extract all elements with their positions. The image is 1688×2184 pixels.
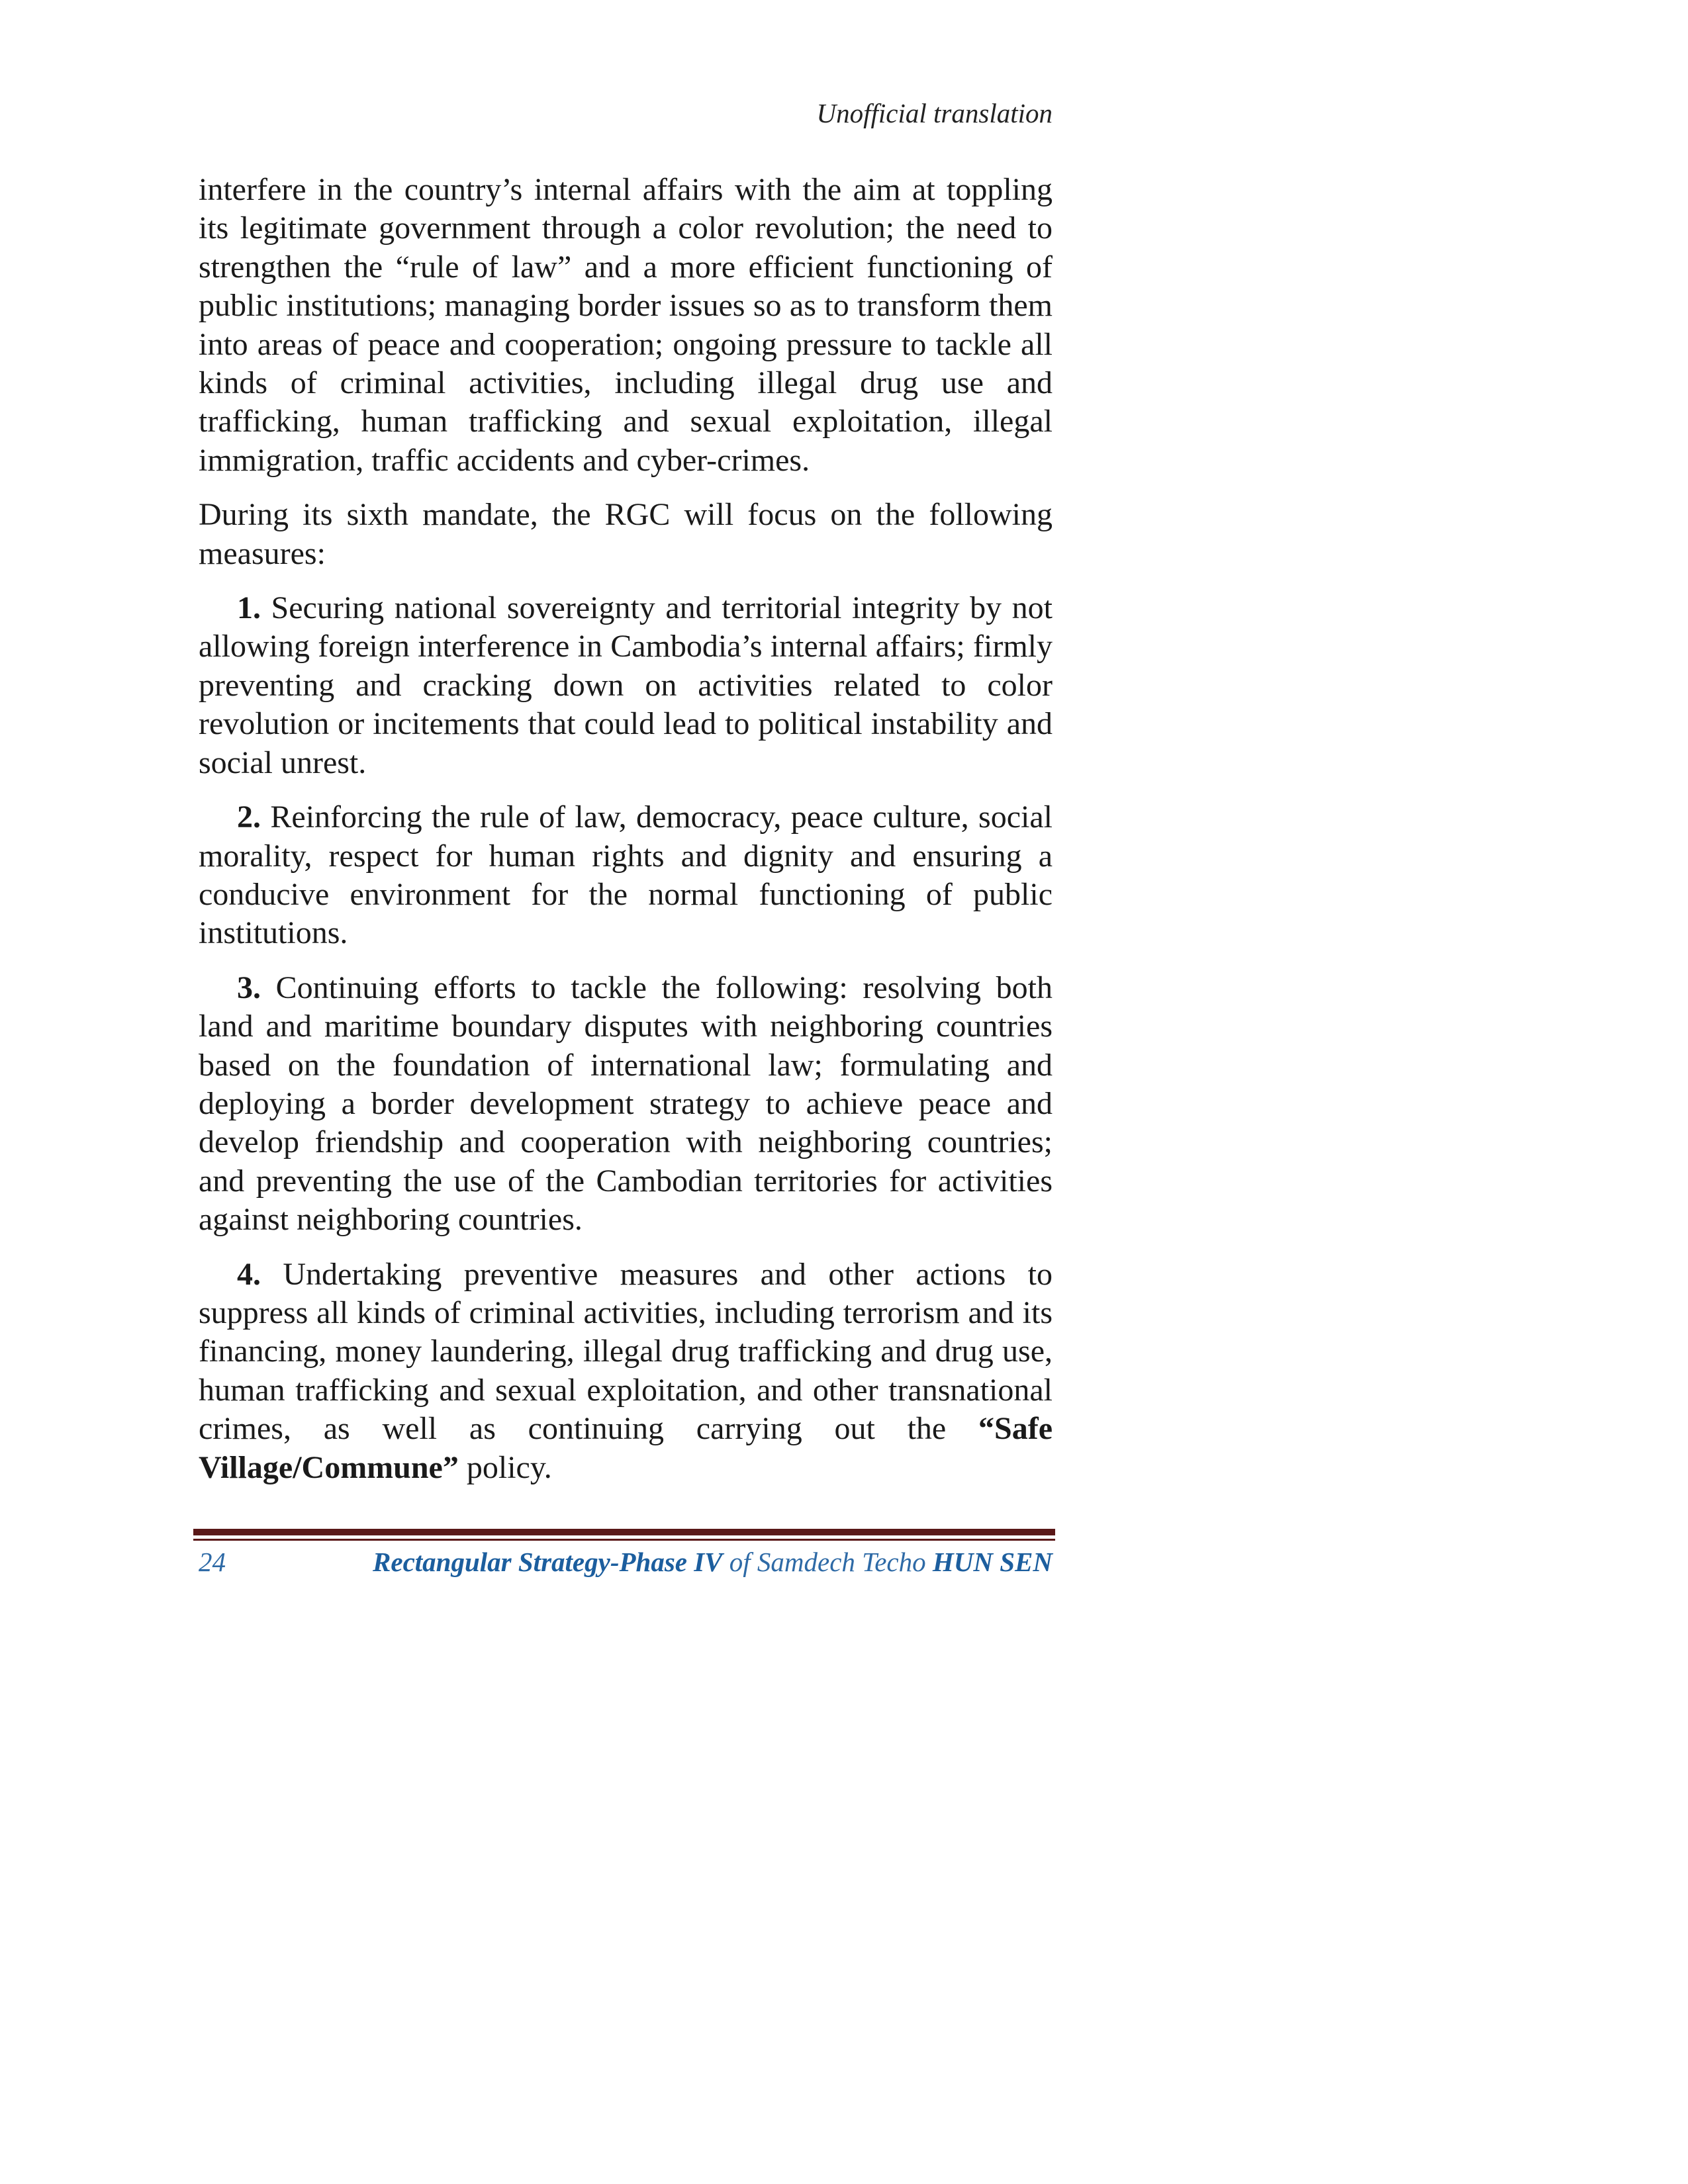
item-text: Securing national sovereignty and territorial integrity by not allowing foreign interference in Cambodia’s internal affairs; firmly preventing and cracking down on activities related to color revolution or incitements that could lead to political instability and social unrest. xyxy=(199,590,1053,780)
item-number: 1. xyxy=(237,590,261,626)
item-emphasis: “Safe Village/Commune” xyxy=(199,1411,1053,1485)
measure-item-1 xyxy=(199,589,1053,782)
footer-title xyxy=(344,1542,1053,1582)
footer-title-name: HUN SEN xyxy=(932,1547,1053,1577)
body-text xyxy=(199,171,1053,1503)
lead-paragraph: During its sixth mandate, the RGC will focus on the following measures: xyxy=(199,497,1053,571)
item-text: Reinforcing the rule of law, democracy, peace culture, social morality, respect for human rights and dignity and ensuring a conducive environment for the normal functioning of public institutions. xyxy=(199,799,1053,951)
running-head: Unofficial translation xyxy=(816,98,1053,128)
intro-paragraph: interfere in the country’s internal affairs with the aim at toppling its legitimate government through a color revolution; the need to strengthen the “rule of law” and a more efficient functioning of public institutions; managing border issues so as to transform them into areas of peace and cooperation; ongoing pressure to tackle all kinds of criminal activities, including illegal drug use and trafficking, human trafficking and sexual exploitation, illegal immigration, traffic accidents and cyber-crimes. xyxy=(199,172,1053,478)
measure-item-3 xyxy=(199,969,1053,1240)
footer-title-mid: of Samdech Techo xyxy=(722,1547,933,1577)
item-text: Continuing efforts to tackle the following: resolving both land and maritime boundary disputes with neighboring countries based on the foundation of international law; formulating and deploying a border development strategy to achieve peace and develop friendship and cooperation with neighboring countries; and preventing the use of the Cambodian territories for activities against neighboring countries. xyxy=(199,970,1053,1238)
measure-item-2 xyxy=(199,798,1053,953)
footer-title-bold: Rectangular Strategy-Phase IV xyxy=(373,1547,723,1577)
item-number: 2. xyxy=(237,799,261,835)
page-number: 24 xyxy=(199,1547,226,1577)
item-text-after: policy. xyxy=(458,1449,552,1485)
footer-rule-thin xyxy=(193,1539,1055,1541)
item-number: 4. xyxy=(237,1256,261,1292)
item-number: 3. xyxy=(237,970,261,1005)
item-text: Undertaking preventive measures and other actions to suppress all kinds of criminal activities, including terrorism and its financing, money laundering, illegal drug trafficking and drug use, human trafficking and sexual exploitation, and other transnational crimes, as well as continuing carrying out the xyxy=(199,1256,1053,1447)
footer-rule-thick xyxy=(193,1529,1055,1535)
measure-item-4 xyxy=(199,1255,1053,1487)
